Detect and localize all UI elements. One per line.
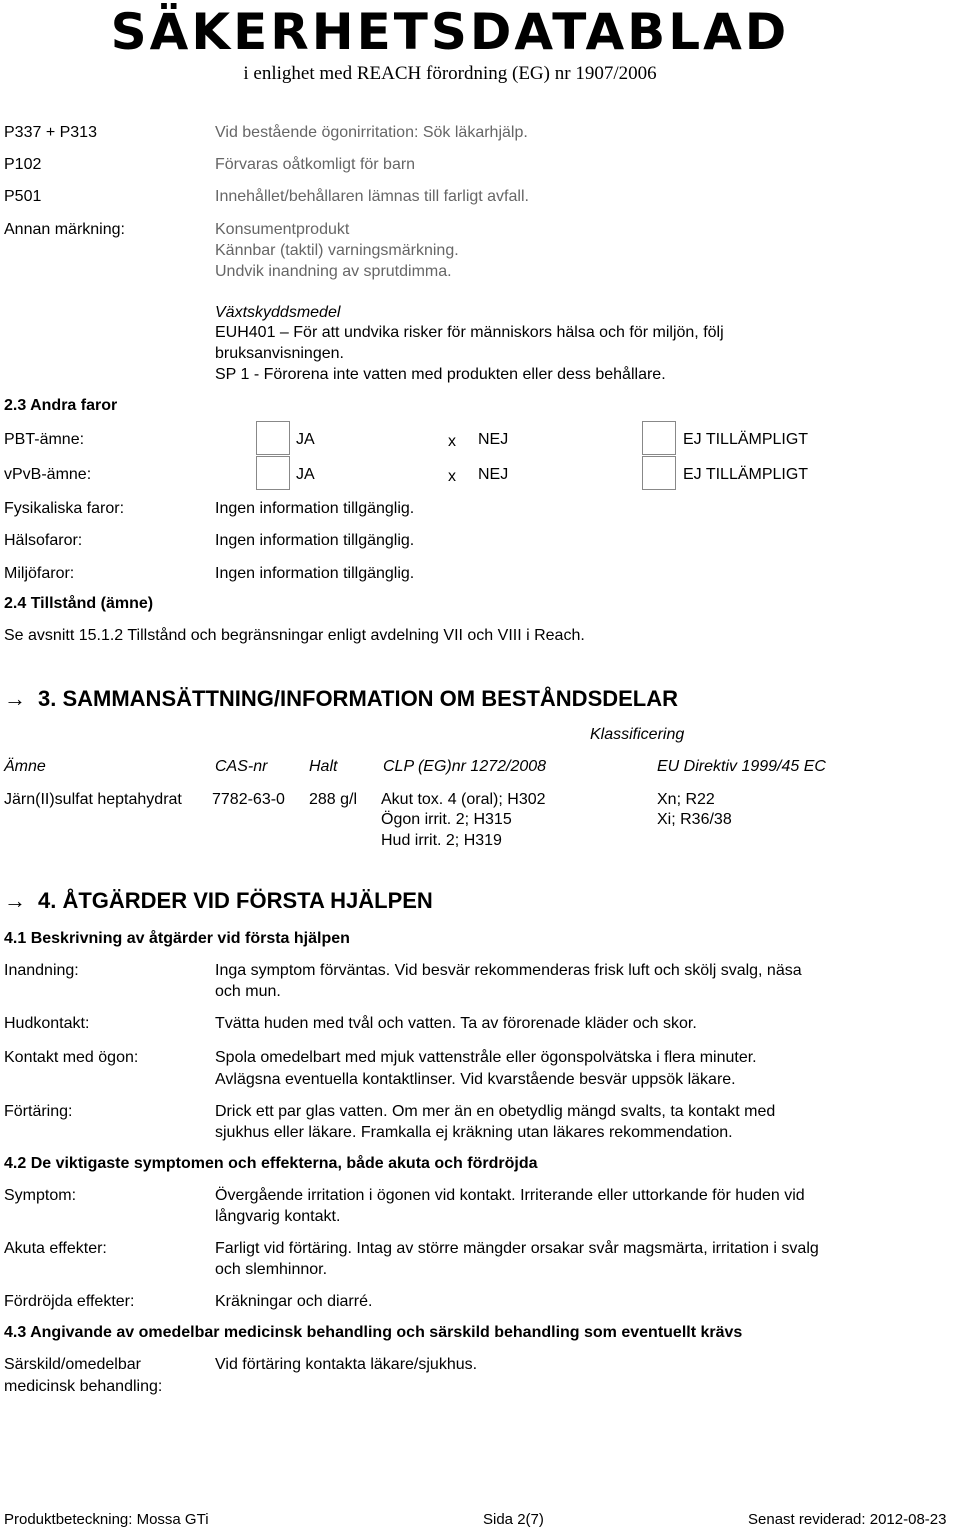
hazard-value: Ingen information tillgänglig.: [215, 565, 415, 582]
footer-page: Sida 2(7): [483, 1511, 544, 1528]
classification-label: Klassificering: [590, 726, 685, 743]
section-2-3-heading: 2.3 Andra faror: [4, 397, 118, 414]
footer-revised: Senast reviderad: 2012-08-23: [748, 1511, 947, 1528]
other-labeling-line: Konsumentprodukt: [215, 221, 350, 238]
section-3-arrow: →: [4, 686, 26, 711]
first-aid-label: Hudkontakt:: [4, 1015, 90, 1032]
symptom-label: Symptom:: [4, 1187, 77, 1204]
section-4-1-heading: 4.1 Beskrivning av åtgärder vid första hjälpen: [4, 930, 350, 947]
section-4-2-heading: 4.2 De viktigaste symptomen och effekterna, både akuta och fördröjda: [4, 1155, 538, 1172]
plant-protection-line: EUH401 – För att undvika risker för människors hälsa och för miljön, följ: [215, 324, 724, 341]
precaution-text: Förvaras oåtkomligt för barn: [215, 156, 416, 173]
section-2-4-heading: 2.4 Tillstånd (ämne): [4, 595, 154, 612]
precaution-code: P337 + P313: [4, 124, 97, 141]
vpvb-label: vPvB-ämne:: [4, 466, 92, 483]
clp-classification: Akut tox. 4 (oral); H302: [381, 791, 546, 808]
precaution-text: Vid bestående ögonirritation: Sök läkarhjälp.: [215, 124, 528, 141]
first-aid-text: Spola omedelbart med mjuk vattenstråle eller ögonspolvätska i flera minuter.: [215, 1049, 757, 1066]
pbt-na-label: EJ TILLÄMPLIGT: [683, 431, 809, 448]
other-labeling-label: Annan märkning:: [4, 221, 125, 238]
substance-cas: 7782-63-0: [212, 791, 285, 808]
treatment-label: Särskild/omedelbar: [4, 1356, 141, 1373]
hazard-value: Ingen information tillgänglig.: [215, 500, 415, 517]
symptom-text: Övergående irritation i ögonen vid kontakt. Irriterande eller uttorkande för huden vid: [215, 1187, 805, 1204]
first-aid-text: och mun.: [215, 983, 281, 1000]
symptom-text: långvarig kontakt.: [215, 1208, 341, 1225]
substance-name: Järn(II)sulfat heptahydrat: [4, 791, 182, 808]
symptom-label: Fördröjda effekter:: [4, 1293, 135, 1310]
precaution-text: Innehållet/behållaren lämnas till farligt avfall.: [215, 188, 529, 205]
footer-product: Produktbeteckning: Mossa GTi: [4, 1511, 209, 1528]
pbt-yes-checkbox[interactable]: [256, 421, 290, 455]
pbt-yes-label: JA: [296, 431, 315, 448]
first-aid-text: Inga symptom förväntas. Vid besvär rekommenderas frisk luft och skölj svalg, näsa: [215, 962, 802, 979]
first-aid-label: Kontakt med ögon:: [4, 1049, 139, 1066]
vpvb-na-label: EJ TILLÄMPLIGT: [683, 466, 809, 483]
symptom-text: Kräkningar och diarré.: [215, 1293, 373, 1310]
treatment-label: medicinsk behandling:: [4, 1378, 163, 1395]
document-subtitle: i enlighet med REACH förordning (EG) nr 1907/2006: [243, 63, 657, 84]
treatment-text: Vid förtäring kontakta läkare/sjukhus.: [215, 1356, 478, 1373]
plant-protection-line: bruksanvisningen.: [215, 345, 344, 362]
section-2-4-text: Se avsnitt 15.1.2 Tillstånd och begränsningar enligt avdelning VII och VIII i Reach.: [4, 627, 585, 644]
column-eu: EU Direktiv 1999/45 EC: [657, 758, 826, 775]
vpvb-no-label: NEJ: [478, 466, 509, 483]
eu-classification: Xi; R36/38: [657, 811, 732, 828]
other-labeling-line: Kännbar (taktil) varningsmärkning.: [215, 242, 459, 259]
first-aid-text: Drick ett par glas vatten. Om mer än en obetydlig mängd svalts, ta kontakt med: [215, 1103, 776, 1120]
section-4-arrow: →: [4, 888, 26, 913]
pbt-no-mark: x: [448, 433, 456, 450]
first-aid-text: sjukhus eller läkare. Framkalla ej kräkning utan läkares rekommendation.: [215, 1124, 733, 1141]
pbt-no-label: NEJ: [478, 431, 509, 448]
column-cas: CAS-nr: [215, 758, 268, 775]
hazard-label: Miljöfaror:: [4, 565, 75, 582]
section-4-heading: 4. ÅTGÄRDER VID FÖRSTA HJÄLPEN: [38, 888, 433, 913]
vpvb-yes-label: JA: [296, 466, 315, 483]
precaution-code: P102: [4, 156, 42, 173]
plant-protection-title: Växtskyddsmedel: [215, 304, 341, 321]
column-clp: CLP (EG)nr 1272/2008: [383, 758, 547, 775]
first-aid-text: Tvätta huden med tvål och vatten. Ta av förorenade kläder och skor.: [215, 1015, 697, 1032]
pbt-na-checkbox[interactable]: [642, 421, 676, 455]
substance-content: 288 g/l: [309, 791, 358, 808]
first-aid-label: Förtäring:: [4, 1103, 73, 1120]
vpvb-no-mark: x: [448, 468, 456, 485]
column-substance: Ämne: [4, 758, 46, 775]
symptom-text: Farligt vid förtäring. Intag av större mängder orsakar svår magsmärta, irritation i svalg: [215, 1240, 819, 1257]
precaution-code: P501: [4, 188, 42, 205]
hazard-label: Fysikaliska faror:: [4, 500, 125, 517]
plant-protection-line: SP 1 - Förorena inte vatten med produkten eller dess behållare.: [215, 366, 666, 383]
first-aid-label: Inandning:: [4, 962, 79, 979]
clp-classification: Ögon irrit. 2; H315: [381, 811, 512, 828]
first-aid-text: Avlägsna eventuella kontaktlinser. Vid kvarstående besvär uppsök läkare.: [215, 1071, 736, 1088]
eu-classification: Xn; R22: [657, 791, 715, 808]
vpvb-yes-checkbox[interactable]: [256, 456, 290, 490]
document-title: SÄKERHETSDATABLAD: [110, 3, 790, 61]
pbt-label: PBT-ämne:: [4, 431, 85, 448]
section-4-3-heading: 4.3 Angivande av omedelbar medicinsk behandling och särskild behandling som eventuellt krävs: [4, 1324, 743, 1341]
other-labeling-line: Undvik inandning av sprutdimma.: [215, 263, 452, 280]
column-content: Halt: [309, 758, 338, 775]
symptom-label: Akuta effekter:: [4, 1240, 107, 1257]
hazard-label: Hälsofaror:: [4, 532, 83, 549]
symptom-text: och slemhinnor.: [215, 1261, 328, 1278]
hazard-value: Ingen information tillgänglig.: [215, 532, 415, 549]
clp-classification: Hud irrit. 2; H319: [381, 832, 502, 849]
vpvb-na-checkbox[interactable]: [642, 456, 676, 490]
section-3-heading: 3. SAMMANSÄTTNING/INFORMATION OM BESTÅNDSDELAR: [38, 686, 679, 711]
